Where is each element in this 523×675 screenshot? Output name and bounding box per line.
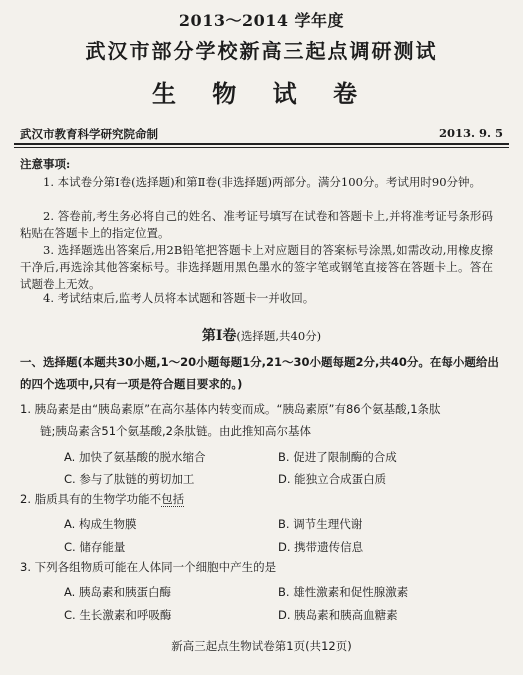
section-title-main: 第Ⅰ卷 [201, 328, 237, 344]
section-instruction: 一、选择题(本题共30小题,1～20小题每题1分,21～30小题每题2分,共40分。在每小题给出的四个选项中,只有一项是符合题目要求的。) [20, 355, 499, 391]
question-3-option-d: D. 胰岛素和胰高血糖素 [278, 608, 398, 622]
header-rule-thick [14, 143, 509, 145]
question-3-stem: 3. 下列各组物质可能在人体同一个细胞中产生的是 [20, 560, 277, 574]
notice-item-2: 2. 答卷前,考生务必将自己的姓名、准考证号填写在试卷和答题卡上,并将准考证号条形码粘贴在答题卡上的指定位置。 [20, 209, 493, 240]
header-rule-thin [14, 147, 509, 148]
question-2-option-a: A. 构成生物膜 [64, 517, 137, 531]
notice-item-3: 3. 选择题选出答案后,用2B铅笔把答题卡上对应题目的答案标号涂黑,如需改动,用橡皮擦干净后,再选涂其他答案标号。非选择题用黑色墨水的签字笔或钢笔直接答在答题卡上。答在试题卷上无效。 [20, 243, 493, 291]
question-1-option-a: A. 加快了氨基酸的脱水缩合 [64, 450, 206, 464]
page-footer: 新高三起点生物试卷第1页(共12页) [171, 639, 352, 653]
notice-item-1: 1. 本试卷分第Ⅰ卷(选择题)和第Ⅱ卷(非选择题)两部分。满分100分。考试用时90分钟。 [43, 175, 482, 189]
question-2-emphasis: 包括 [161, 492, 185, 506]
question-3-option-c: C. 生长激素和呼吸酶 [64, 608, 172, 622]
question-1-stem: 1. 胰岛素是由“胰岛素原”在高尔基体内转变而成。“胰岛素原”有86个氨基酸,1条肽 [20, 402, 441, 416]
question-2-option-d: D. 携带遗传信息 [278, 540, 364, 554]
question-2-option-b: B. 调节生理代谢 [278, 517, 363, 531]
issuer: 武汉市教育科学研究院命制 [20, 127, 158, 141]
section-title-note: (选择题,共40分) [236, 329, 322, 343]
question-2-option-c: C. 储存能量 [64, 540, 126, 554]
question-1-option-c: C. 参与了肽链的剪切加工 [64, 472, 195, 486]
notice-item-4: 4. 考试结束后,监考人员将本试题和答题卡一并收回。 [43, 291, 315, 305]
question-3-option-a: A. 胰岛素和胰蛋白酶 [64, 585, 171, 599]
exam-date: 2013. 9. 5 [438, 126, 503, 140]
question-1-option-b: B. 促进了限制酶的合成 [278, 450, 397, 464]
section-title [0, 325, 523, 345]
question-2 [20, 488, 501, 510]
exam-year: 2013～2014 学年度 [178, 11, 345, 30]
question-2-stem: 2. 脂质具有的生物学功能不 [20, 492, 162, 506]
question-1 [20, 398, 501, 442]
question-3 [20, 556, 501, 578]
question-3-option-b: B. 雄性激素和促性腺激素 [278, 585, 409, 599]
exam-title: 武汉市部分学校新高三起点调研测试 [85, 39, 438, 63]
question-1-stem-cont: 链;胰岛素含51个氨基酸,2条肽链。由此推知高尔基体 [40, 424, 311, 438]
exam-subject: 生 物 试 卷 [151, 79, 372, 108]
notice-title: 注意事项: [20, 157, 71, 171]
question-1-option-d: D. 能独立合成蛋白质 [278, 472, 387, 486]
